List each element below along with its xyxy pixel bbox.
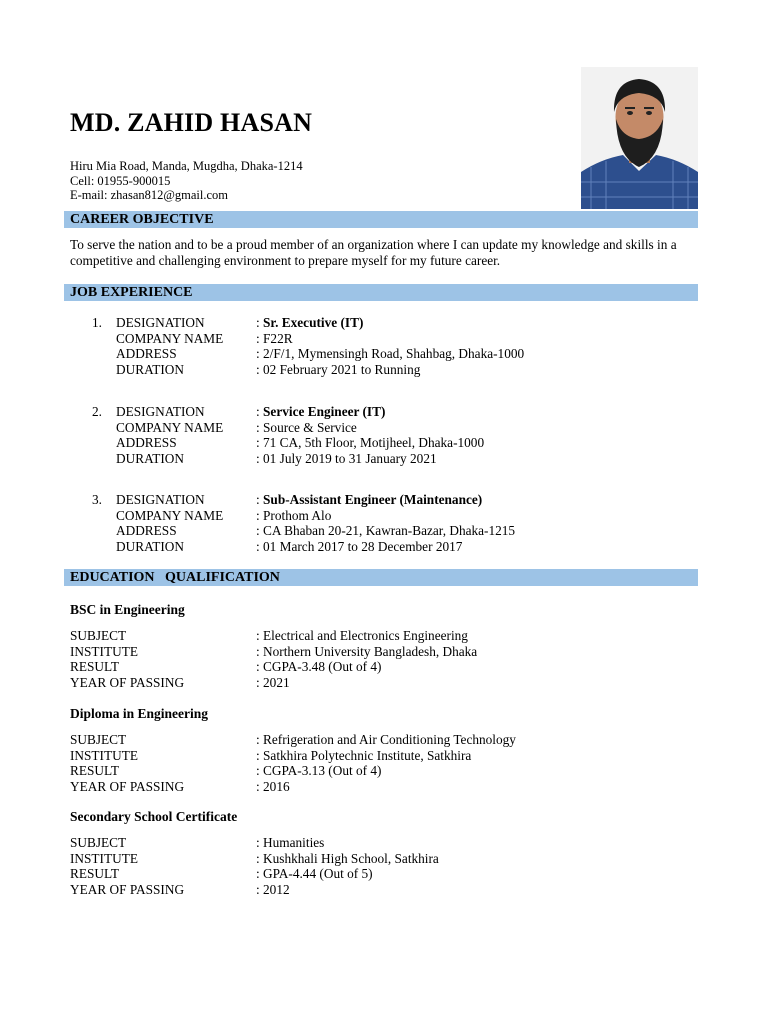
address-value: : CA Bhaban 20-21, Kawran-Bazar, Dhaka-1215 xyxy=(256,523,516,538)
designation-value: : Sub-Assistant Engineer (Maintenance) xyxy=(256,492,483,507)
duration-label: DURATION xyxy=(116,361,184,377)
subject-value: : Refrigeration and Air Conditioning Technology xyxy=(256,732,516,747)
designation-label: DESIGNATION xyxy=(116,404,205,419)
duration-value: : 02 February 2021 to Running xyxy=(256,361,421,377)
institute-value: : Kushkhali High School, Satkhira xyxy=(256,850,439,866)
section-career-objective: CAREER OBJECTIVE xyxy=(64,211,698,228)
result-value: : CGPA-3.48 (Out of 4) xyxy=(256,659,382,674)
profile-photo xyxy=(581,67,698,209)
year-value: : 2012 xyxy=(256,881,290,897)
job-number: 3. xyxy=(92,492,102,507)
year-label: YEAR OF PASSING xyxy=(70,674,185,690)
company-label: COMPANY NAME xyxy=(116,507,224,523)
institute-value: : Satkhira Polytechnic Institute, Satkhira xyxy=(256,747,472,763)
designation-label: DESIGNATION xyxy=(116,492,205,507)
duration-label: DURATION xyxy=(116,450,184,466)
company-value: : Source & Service xyxy=(256,419,357,435)
section-education: EDUCATION QUALIFICATION xyxy=(64,569,698,586)
institute-value: : Northern University Bangladesh, Dhaka xyxy=(256,643,478,659)
subject-value: : Electrical and Electronics Engineering xyxy=(256,628,468,643)
designation-value: : Service Engineer (IT) xyxy=(256,404,386,419)
company-label: COMPANY NAME xyxy=(116,419,224,435)
year-value: : 2021 xyxy=(256,674,290,690)
result-value: : CGPA-3.13 (Out of 4) xyxy=(256,763,382,778)
contact-block xyxy=(70,159,303,203)
section-job-experience: JOB EXPERIENCE xyxy=(64,284,698,301)
applicant-name: MD. ZAHID HASAN xyxy=(70,108,313,137)
subject-label: SUBJECT xyxy=(70,628,127,643)
result-value: : GPA-4.44 (Out of 5) xyxy=(256,866,373,881)
designation-label: DESIGNATION xyxy=(116,315,205,330)
address-label: ADDRESS xyxy=(116,523,177,538)
email-line: E-mail: zhasan812@gmail.com xyxy=(70,188,228,202)
designation-value: : Sr. Executive (IT) xyxy=(256,315,364,330)
year-label: YEAR OF PASSING xyxy=(70,881,185,897)
address-line: Hiru Mia Road, Manda, Mugdha, Dhaka-1214 xyxy=(70,159,303,173)
address-value: : 2/F/1, Mymensingh Road, Shahbag, Dhaka-1000 xyxy=(256,346,525,361)
job-number: 1. xyxy=(92,315,102,330)
result-label: RESULT xyxy=(70,866,120,881)
education-entry xyxy=(70,602,478,690)
result-label: RESULT xyxy=(70,763,120,778)
company-value: : F22R xyxy=(256,330,293,346)
duration-value: : 01 March 2017 to 28 December 2017 xyxy=(256,538,463,554)
subject-label: SUBJECT xyxy=(70,732,127,747)
company-value: : Prothom Alo xyxy=(256,507,332,523)
year-value: : 2016 xyxy=(256,778,290,794)
address-label: ADDRESS xyxy=(116,435,177,450)
institute-label: INSTITUTE xyxy=(70,747,138,763)
education-entry xyxy=(70,809,439,897)
duration-label: DURATION xyxy=(116,538,184,554)
result-label: RESULT xyxy=(70,659,120,674)
company-label: COMPANY NAME xyxy=(116,330,224,346)
career-objective-text: To serve the nation and to be a proud member of an organization where I can update my knowledge and skills in a competitive and challenging environment to prepare myself for my future career. xyxy=(70,237,677,268)
job-number: 2. xyxy=(92,404,102,419)
institute-label: INSTITUTE xyxy=(70,850,138,866)
cell-line: Cell: 01955-900015 xyxy=(70,173,171,188)
duration-value: : 01 July 2019 to 31 January 2021 xyxy=(256,450,437,466)
subject-value: : Humanities xyxy=(256,835,325,850)
address-label: ADDRESS xyxy=(116,346,177,361)
degree-title: BSC in Engineering xyxy=(70,602,185,617)
address-value: : 71 CA, 5th Floor, Motijheel, Dhaka-1000 xyxy=(256,435,485,450)
education-entry xyxy=(70,706,516,794)
subject-label: SUBJECT xyxy=(70,835,127,850)
institute-label: INSTITUTE xyxy=(70,643,138,659)
degree-title: Secondary School Certificate xyxy=(70,809,238,824)
year-label: YEAR OF PASSING xyxy=(70,778,185,794)
degree-title: Diploma in Engineering xyxy=(70,706,209,721)
